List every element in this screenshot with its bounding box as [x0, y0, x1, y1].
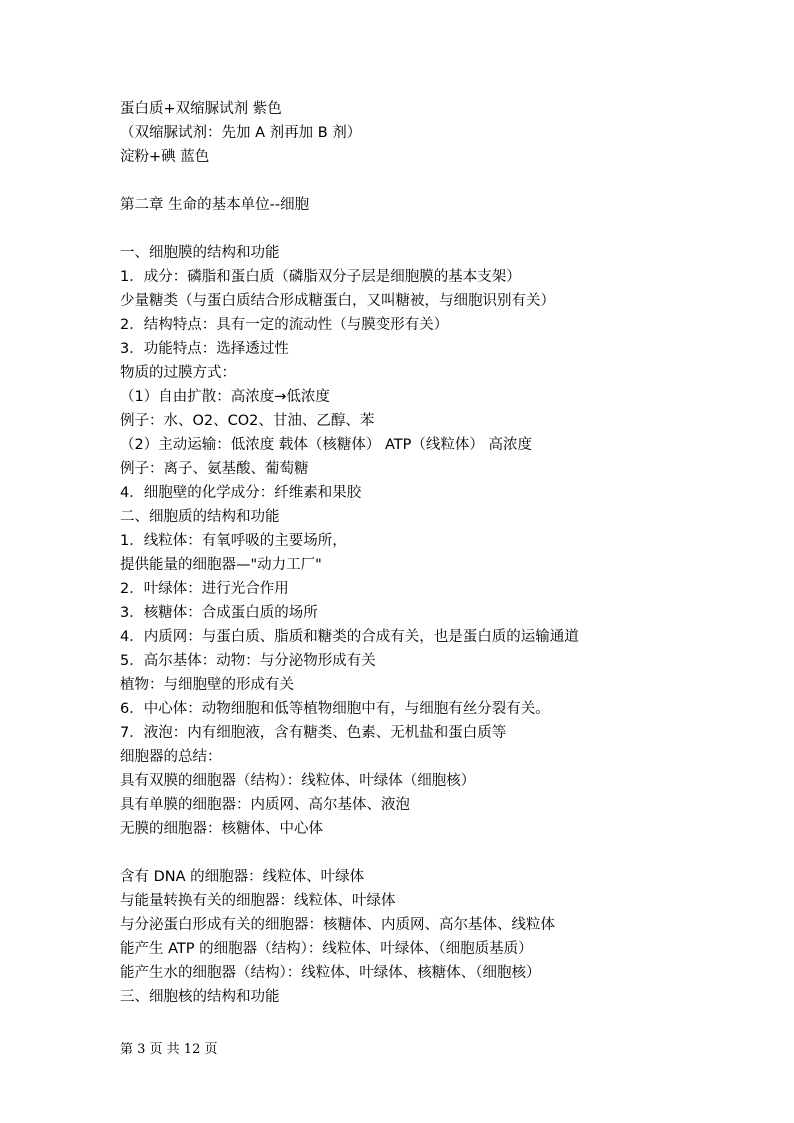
text-line: 具有双膜的细胞器（结构）：线粒体、叶绿体（细胞核）: [120, 773, 476, 789]
blank-line: [120, 169, 740, 193]
text-line: 2．结构特点：具有一定的流动性（与膜变形有关）: [120, 317, 449, 333]
text-line: 4．内质网：与蛋白质、脂质和糖类的合成有关，也是蛋白质的运输通道: [120, 629, 579, 645]
section-heading: 二、细胞质的结构和功能: [120, 509, 280, 525]
text-line: 具有单膜的细胞器：内质网、高尔基体、液泡: [120, 797, 410, 813]
text-line: 能产生水的细胞器（结构）：线粒体、叶绿体、核糖体、（细胞核）: [120, 965, 541, 981]
text-line: 淀粉+碘 蓝色: [120, 149, 210, 165]
text-line: （2）主动运输：低浓度 载体（核糖体） ATP（线粒体） 高浓度: [120, 437, 532, 453]
text-line: 物质的过膜方式：: [120, 365, 236, 381]
text-line: 2．叶绿体：进行光合作用: [120, 581, 289, 597]
blank-line: [120, 841, 740, 865]
text-line: 例子：水、O2、CO2、甘油、乙醇、苯: [120, 413, 375, 429]
section-heading: 三、细胞核的结构和功能: [120, 989, 280, 1005]
text-line: 与分泌蛋白形成有关的细胞器：核糖体、内质网、高尔基体、线粒体: [120, 917, 555, 933]
section-heading: 一、细胞膜的结构和功能: [120, 245, 280, 261]
text-line: 7．液泡：内有细胞液，含有糖类、色素、无机盐和蛋白质等: [120, 725, 507, 741]
text-line: （1）自由扩散：高浓度→低浓度: [120, 389, 330, 405]
blank-line: [120, 217, 740, 241]
text-line: 5．高尔基体：动物：与分泌物形成有关: [120, 653, 376, 669]
text-line: 1．线粒体：有氧呼吸的主要场所，: [120, 533, 347, 549]
text-line: 植物：与细胞壁的形成有关: [120, 677, 294, 693]
text-line: 能产生 ATP 的细胞器（结构）：线粒体、叶绿体、（细胞质基质）: [120, 941, 533, 957]
text-line: 4．细胞壁的化学成分：纤维素和果胶: [120, 485, 362, 501]
text-line: 少量糖类（与蛋白质结合形成糖蛋白，又叫糖被，与细胞识别有关）: [120, 293, 555, 309]
text-line: 无膜的细胞器：核糖体、中心体: [120, 821, 323, 837]
text-line: 含有 DNA 的细胞器：线粒体、叶绿体: [120, 869, 365, 885]
text-line: 3．核糖体：合成蛋白质的场所: [120, 605, 318, 621]
text-line: 蛋白质+双缩脲试剂 紫色: [120, 101, 282, 117]
text-line: 细胞器的总结：: [120, 749, 222, 765]
text-line: 提供能量的细胞器—"动力工厂": [120, 557, 322, 573]
text-line: 3．功能特点：选择透过性: [120, 341, 289, 357]
text-line: 例子：离子、氨基酸、葡萄糖: [120, 461, 309, 477]
text-line: （双缩脲试剂：先加 A 剂再加 B 剂）: [120, 125, 362, 141]
text-line: 1．成分：磷脂和蛋白质（磷脂双分子层是细胞膜的基本支架）: [120, 269, 521, 285]
text-line: 6．中心体：动物细胞和低等植物细胞中有，与细胞有丝分裂有关。: [120, 701, 550, 717]
page-number-footer: 第 3 页 共 12 页: [120, 1042, 218, 1057]
document-body: [120, 97, 740, 1009]
text-line: 与能量转换有关的细胞器：线粒体、叶绿体: [120, 893, 396, 909]
chapter-title: 第二章 生命的基本单位--细胞: [120, 197, 310, 213]
